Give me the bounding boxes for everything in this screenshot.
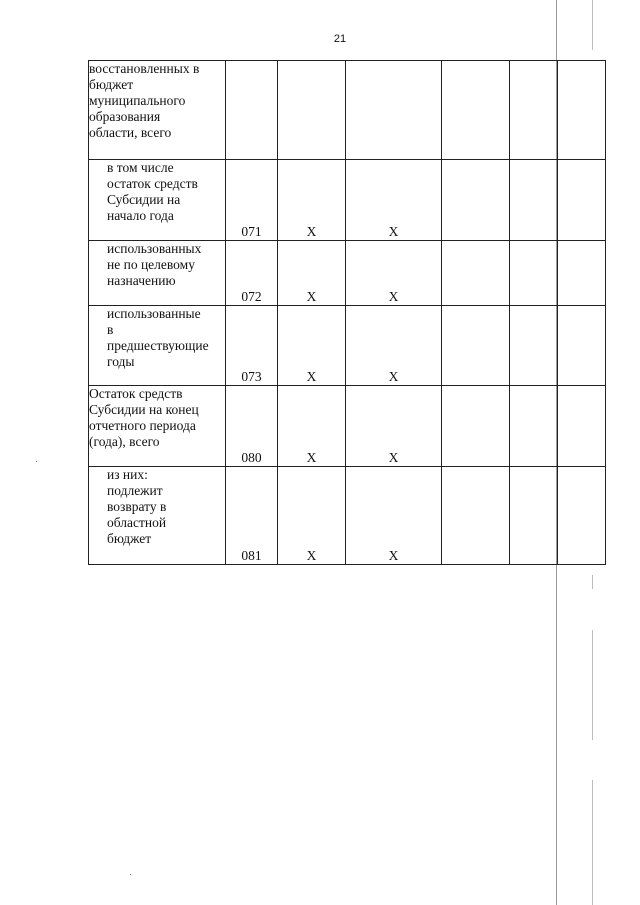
cell-mark: X <box>278 241 346 306</box>
row-code: 081 <box>226 467 278 565</box>
cell-mark: X <box>346 467 442 565</box>
page-number: 21 <box>333 33 347 45</box>
cell-mark <box>346 61 442 160</box>
table-row <box>89 467 606 565</box>
cell-mark: X <box>346 386 442 467</box>
row-description: Остаток средств Субсидии на конец отчетного периода (года), всего <box>89 386 226 467</box>
row-code: 080 <box>226 386 278 467</box>
table-row <box>89 241 606 306</box>
cell-mark: X <box>346 160 442 241</box>
empty-cell <box>558 160 606 241</box>
empty-cell <box>558 386 606 467</box>
empty-cell <box>510 386 558 467</box>
row-description: в том числе остаток средств Субсидии на начало года <box>89 160 226 241</box>
empty-cell <box>442 160 510 241</box>
empty-cell <box>442 386 510 467</box>
scan-edge-line-5 <box>592 780 593 905</box>
cell-mark <box>278 61 346 160</box>
empty-cell <box>510 61 558 160</box>
empty-cell <box>558 241 606 306</box>
report-table <box>88 60 606 565</box>
cell-mark: X <box>278 467 346 565</box>
row-code <box>226 61 278 160</box>
empty-cell <box>558 61 606 160</box>
table-row <box>89 61 606 160</box>
empty-cell <box>510 160 558 241</box>
empty-cell <box>442 306 510 386</box>
empty-cell <box>510 467 558 565</box>
cell-mark: X <box>278 386 346 467</box>
cell-mark: X <box>346 241 442 306</box>
scan-speck <box>36 461 37 462</box>
scan-edge-line-3 <box>592 575 593 589</box>
row-description: из них: подлежит возврату в областной бюджет <box>89 467 226 565</box>
cell-mark: X <box>278 306 346 386</box>
row-description: использованных не по целевому назначению <box>89 241 226 306</box>
table-row <box>89 160 606 241</box>
scan-edge-line-4 <box>592 630 593 740</box>
row-code: 073 <box>226 306 278 386</box>
empty-cell <box>558 467 606 565</box>
row-code: 071 <box>226 160 278 241</box>
cell-mark: X <box>278 160 346 241</box>
empty-cell <box>510 241 558 306</box>
row-description: использованные в предшествующие годы <box>89 306 226 386</box>
table-row <box>89 306 606 386</box>
empty-cell <box>442 467 510 565</box>
empty-cell <box>442 241 510 306</box>
row-description: восстановленных в бюджет муниципального образования области, всего <box>89 61 226 160</box>
empty-cell <box>510 306 558 386</box>
table-row <box>89 386 606 467</box>
empty-cell <box>558 306 606 386</box>
row-code: 072 <box>226 241 278 306</box>
empty-cell <box>442 61 510 160</box>
scan-speck <box>130 874 131 875</box>
scan-edge-line-2 <box>592 0 593 50</box>
cell-mark: X <box>346 306 442 386</box>
